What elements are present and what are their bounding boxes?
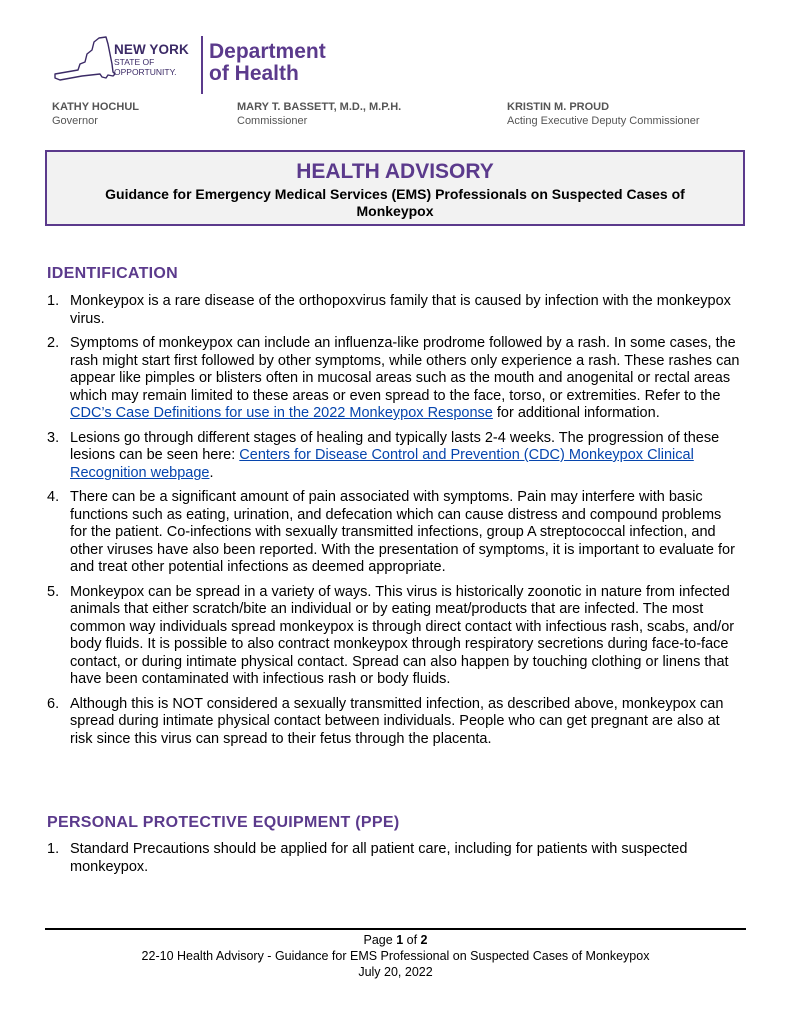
cdc-case-definitions-link[interactable]: CDC’s Case Definitions for use in the 2022 Monkeypox Response: [70, 405, 493, 421]
official-name: KRISTIN M. PROUD: [507, 101, 610, 113]
identification-list: [0, 293, 791, 755]
list-number: 6.: [47, 695, 60, 712]
advisory-banner: [45, 150, 745, 226]
official-commissioner: [237, 101, 401, 127]
list-item: [0, 335, 791, 423]
ny-line3: OPPORTUNITY.: [114, 66, 177, 77]
list-text: There can be a significant amount of pain associated with symptoms. Pain may interfere with basic functions such as eating, urination, and defecation which can cause distress and compound problems for the patient. Co-infections with sexually transmitted infections, group A streptococcal infection, and other viruses have also been reported. With the presentation of symptoms, it is important to evaluate for and treat other potential infections as deemed appropriate.: [70, 489, 735, 575]
footer-document-title: 22-10 Health Advisory - Guidance for EMS Professional on Suspected Cases of Monkeypox: [141, 949, 650, 963]
list-number: 2.: [47, 335, 60, 351]
list-text: .: [209, 464, 214, 481]
of-word: of: [406, 933, 418, 947]
page-word: Page: [363, 933, 393, 947]
list-item: [0, 696, 791, 749]
list-number: 4.: [47, 489, 60, 505]
logo-divider: [201, 36, 203, 94]
official-name: MARY T. BASSETT, M.D., M.P.H.: [237, 101, 402, 113]
list-number: 1.: [47, 841, 60, 857]
list-text: Symptoms of monkeypox can include an influenza-like prodrome followed by a rash. In some cases, the rash might start first followed by other symptoms, while others only experience a rash. These rashes can appear like pimples or blisters often in mucosal areas such as the mouth and anogenital or rectal areas which may remain limited to these areas or even spread to the face, torso, or extremities. Refer to the: [70, 335, 740, 404]
section-heading-identification: IDENTIFICATION: [47, 265, 179, 282]
official-deputy-commissioner: [507, 101, 700, 127]
list-text: Monkeypox is a rare disease of the orthopoxvirus family that is caused by infection with the monkeypox virus.: [70, 293, 731, 327]
dept-line1: Department: [209, 40, 326, 63]
list-item: [0, 841, 791, 876]
nys-doh-logo: [52, 34, 352, 96]
ny-wordmark: [114, 43, 189, 77]
official-name: KATHY HOCHUL: [52, 101, 139, 113]
list-item: [0, 430, 791, 483]
list-item: [0, 584, 791, 689]
advisory-subtitle: Guidance for Emergency Medical Services (EMS) Professionals on Suspected Cases of Monkeypox: [105, 186, 685, 219]
ny-line2: STATE OF: [114, 56, 155, 67]
list-text: Lesions go through different stages of healing and typically lasts 2-4 weeks. The progression of these lesions can be seen here:: [70, 429, 720, 463]
official-role: Commissioner: [237, 115, 308, 127]
section-heading-ppe: PERSONAL PROTECTIVE EQUIPMENT (PPE): [47, 814, 400, 831]
official-role: Acting Executive Deputy Commissioner: [507, 115, 700, 127]
list-text: Monkeypox can be spread in a variety of ways. This virus is historically zoonotic in nature from infected animals that either scratch/bite an individual or by eating meat/products that are infected. The most common way individuals spread monkeypox is through direct contact with infectious rash, scabs, and/or body fluids. It is possible to also contract monkeypox through respiratory secretions during face-to-face contact, or during intimate physical contact. Spread can also happen by touching clothing or linens that have been contaminated with infectious rash or body fluids.: [70, 583, 735, 687]
department-of-health-wordmark: [209, 41, 326, 85]
list-item: [0, 489, 791, 577]
cdc-clinical-recognition-link[interactable]: Centers for Disease Control and Prevention (CDC) Monkeypox Clinical Recognition webpage: [70, 447, 694, 481]
ppe-list: [0, 841, 791, 883]
page-footer: [0, 932, 791, 980]
list-text: Although this is NOT considered a sexually transmitted infection, as described above, monkeypox can spread during intimate physical contact between individuals. People who can get pregnant are also at risk since this virus can spread to their fetus through the placenta.: [70, 695, 724, 747]
list-number: 5.: [47, 583, 60, 600]
list-item: [0, 293, 791, 328]
list-text: for additional information.: [492, 405, 660, 421]
footer-date: July 20, 2022: [358, 965, 433, 979]
list-text: Standard Precautions should be applied for all patient care, including for patients with suspected monkeypox.: [70, 841, 688, 875]
page-number: 1: [396, 933, 404, 947]
list-number: 3.: [47, 429, 60, 446]
footer-rule: [45, 928, 746, 930]
list-number: 1.: [47, 293, 60, 309]
dept-line2: of Health: [209, 62, 299, 85]
official-governor: [52, 101, 139, 127]
advisory-title: HEALTH ADVISORY: [296, 160, 494, 183]
official-role: Governor: [52, 115, 98, 127]
new-york-state-map-icon: [52, 34, 116, 82]
ny-line1: NEW YORK: [114, 42, 189, 57]
page-total: 2: [420, 933, 428, 947]
page-counter: [0, 932, 791, 948]
